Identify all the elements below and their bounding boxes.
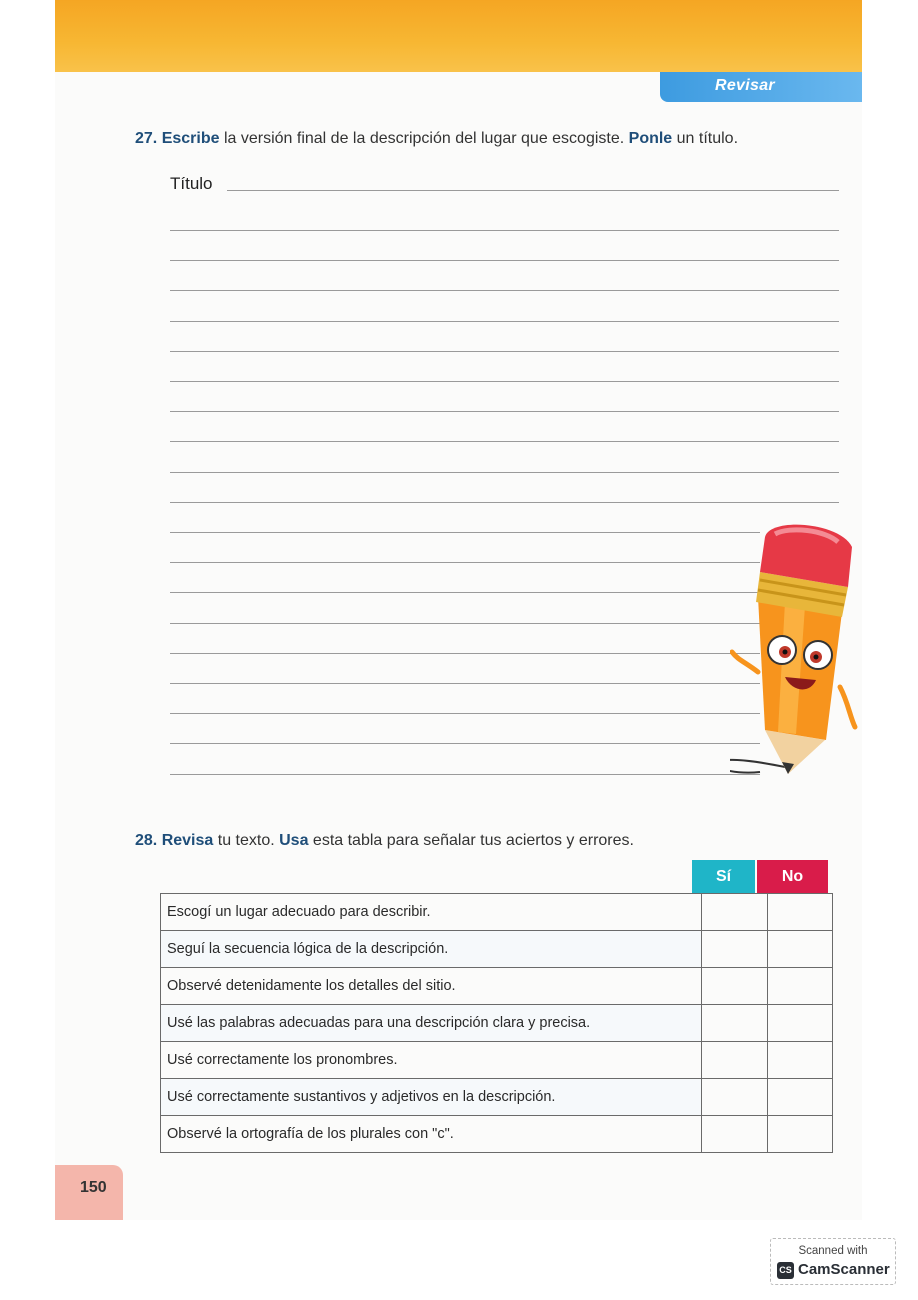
scanner-watermark [770,1238,896,1285]
table-row [161,931,833,968]
table-row [161,1116,833,1153]
column-header-no: No [757,860,828,893]
criterion-text: Seguí la secuencia lógica de la descripción. [161,931,702,968]
check-box-no[interactable] [767,1042,832,1079]
title-write-line[interactable] [227,190,839,191]
question-27-verb1: Escribe [161,130,220,147]
check-box-no[interactable] [767,1079,832,1116]
question-27-text1: la versión final de la descripción del lugar que escogiste. [219,130,629,147]
write-line[interactable] [170,653,760,654]
title-label: Título [170,174,213,193]
write-line[interactable] [170,562,760,563]
criterion-text: Usé correctamente los pronombres. [161,1042,702,1079]
check-box-yes[interactable] [702,1005,767,1042]
workbook-page [55,0,862,1220]
write-line[interactable] [170,411,839,412]
question-28 [135,832,634,850]
check-box-yes[interactable] [702,1042,767,1079]
check-box-no[interactable] [767,1116,832,1153]
write-line[interactable] [170,774,760,775]
check-box-yes[interactable] [702,1116,767,1153]
write-line[interactable] [170,683,760,684]
write-line[interactable] [170,743,760,744]
criterion-text: Usé las palabras adecuadas para una descripción clara y precisa. [161,1005,702,1042]
write-line[interactable] [170,351,839,352]
write-line[interactable] [170,381,839,382]
write-line[interactable] [170,441,839,442]
table-row [161,1005,833,1042]
write-line[interactable] [170,502,839,503]
check-box-yes[interactable] [702,968,767,1005]
write-line[interactable] [170,321,839,322]
question-28-text1: tu texto. [213,832,280,849]
write-line[interactable] [170,472,839,473]
table-row [161,968,833,1005]
criterion-text: Observé la ortografía de los plurales con "c". [161,1116,702,1153]
column-header-yes: Sí [692,860,755,893]
question-27-number: 27. [135,130,158,147]
question-28-text2: esta tabla para señalar tus aciertos y errores. [308,832,634,849]
criterion-text: Usé correctamente sustantivos y adjetivos en la descripción. [161,1079,702,1116]
criterion-text: Escogí un lugar adecuado para describir. [161,894,702,931]
check-box-no[interactable] [767,894,832,931]
check-box-yes[interactable] [702,894,767,931]
criterion-text: Observé detenidamente los detalles del sitio. [161,968,702,1005]
write-line[interactable] [170,260,839,261]
question-27 [135,130,738,148]
scanner-logo-icon: CS [777,1262,794,1279]
scanner-line1: Scanned with [798,1245,868,1257]
write-line[interactable] [170,592,760,593]
write-line[interactable] [170,623,760,624]
table-row [161,1079,833,1116]
check-box-yes[interactable] [702,931,767,968]
write-line[interactable] [170,290,839,291]
question-27-text2: un título. [672,130,739,147]
question-28-number: 28. [135,832,158,849]
question-28-verb2: Usa [279,832,309,849]
table-row [161,894,833,931]
question-28-verb1: Revisa [161,832,214,849]
page-number-tab [55,1165,123,1220]
table-row [161,1042,833,1079]
section-tab [660,72,862,102]
question-27-verb2: Ponle [628,130,673,147]
check-box-no[interactable] [767,968,832,1005]
check-box-no[interactable] [767,931,832,968]
write-line[interactable] [170,713,760,714]
pencil-mascot-icon [730,512,862,792]
check-box-no[interactable] [767,1005,832,1042]
write-line[interactable] [170,532,760,533]
scanner-brand: CamScanner [798,1261,890,1278]
self-check-table [160,893,833,1153]
page-number: 150 [80,1179,107,1196]
write-line[interactable] [170,230,839,231]
top-color-band [55,0,862,72]
section-tab-label: Revisar [715,77,775,94]
check-box-yes[interactable] [702,1079,767,1116]
